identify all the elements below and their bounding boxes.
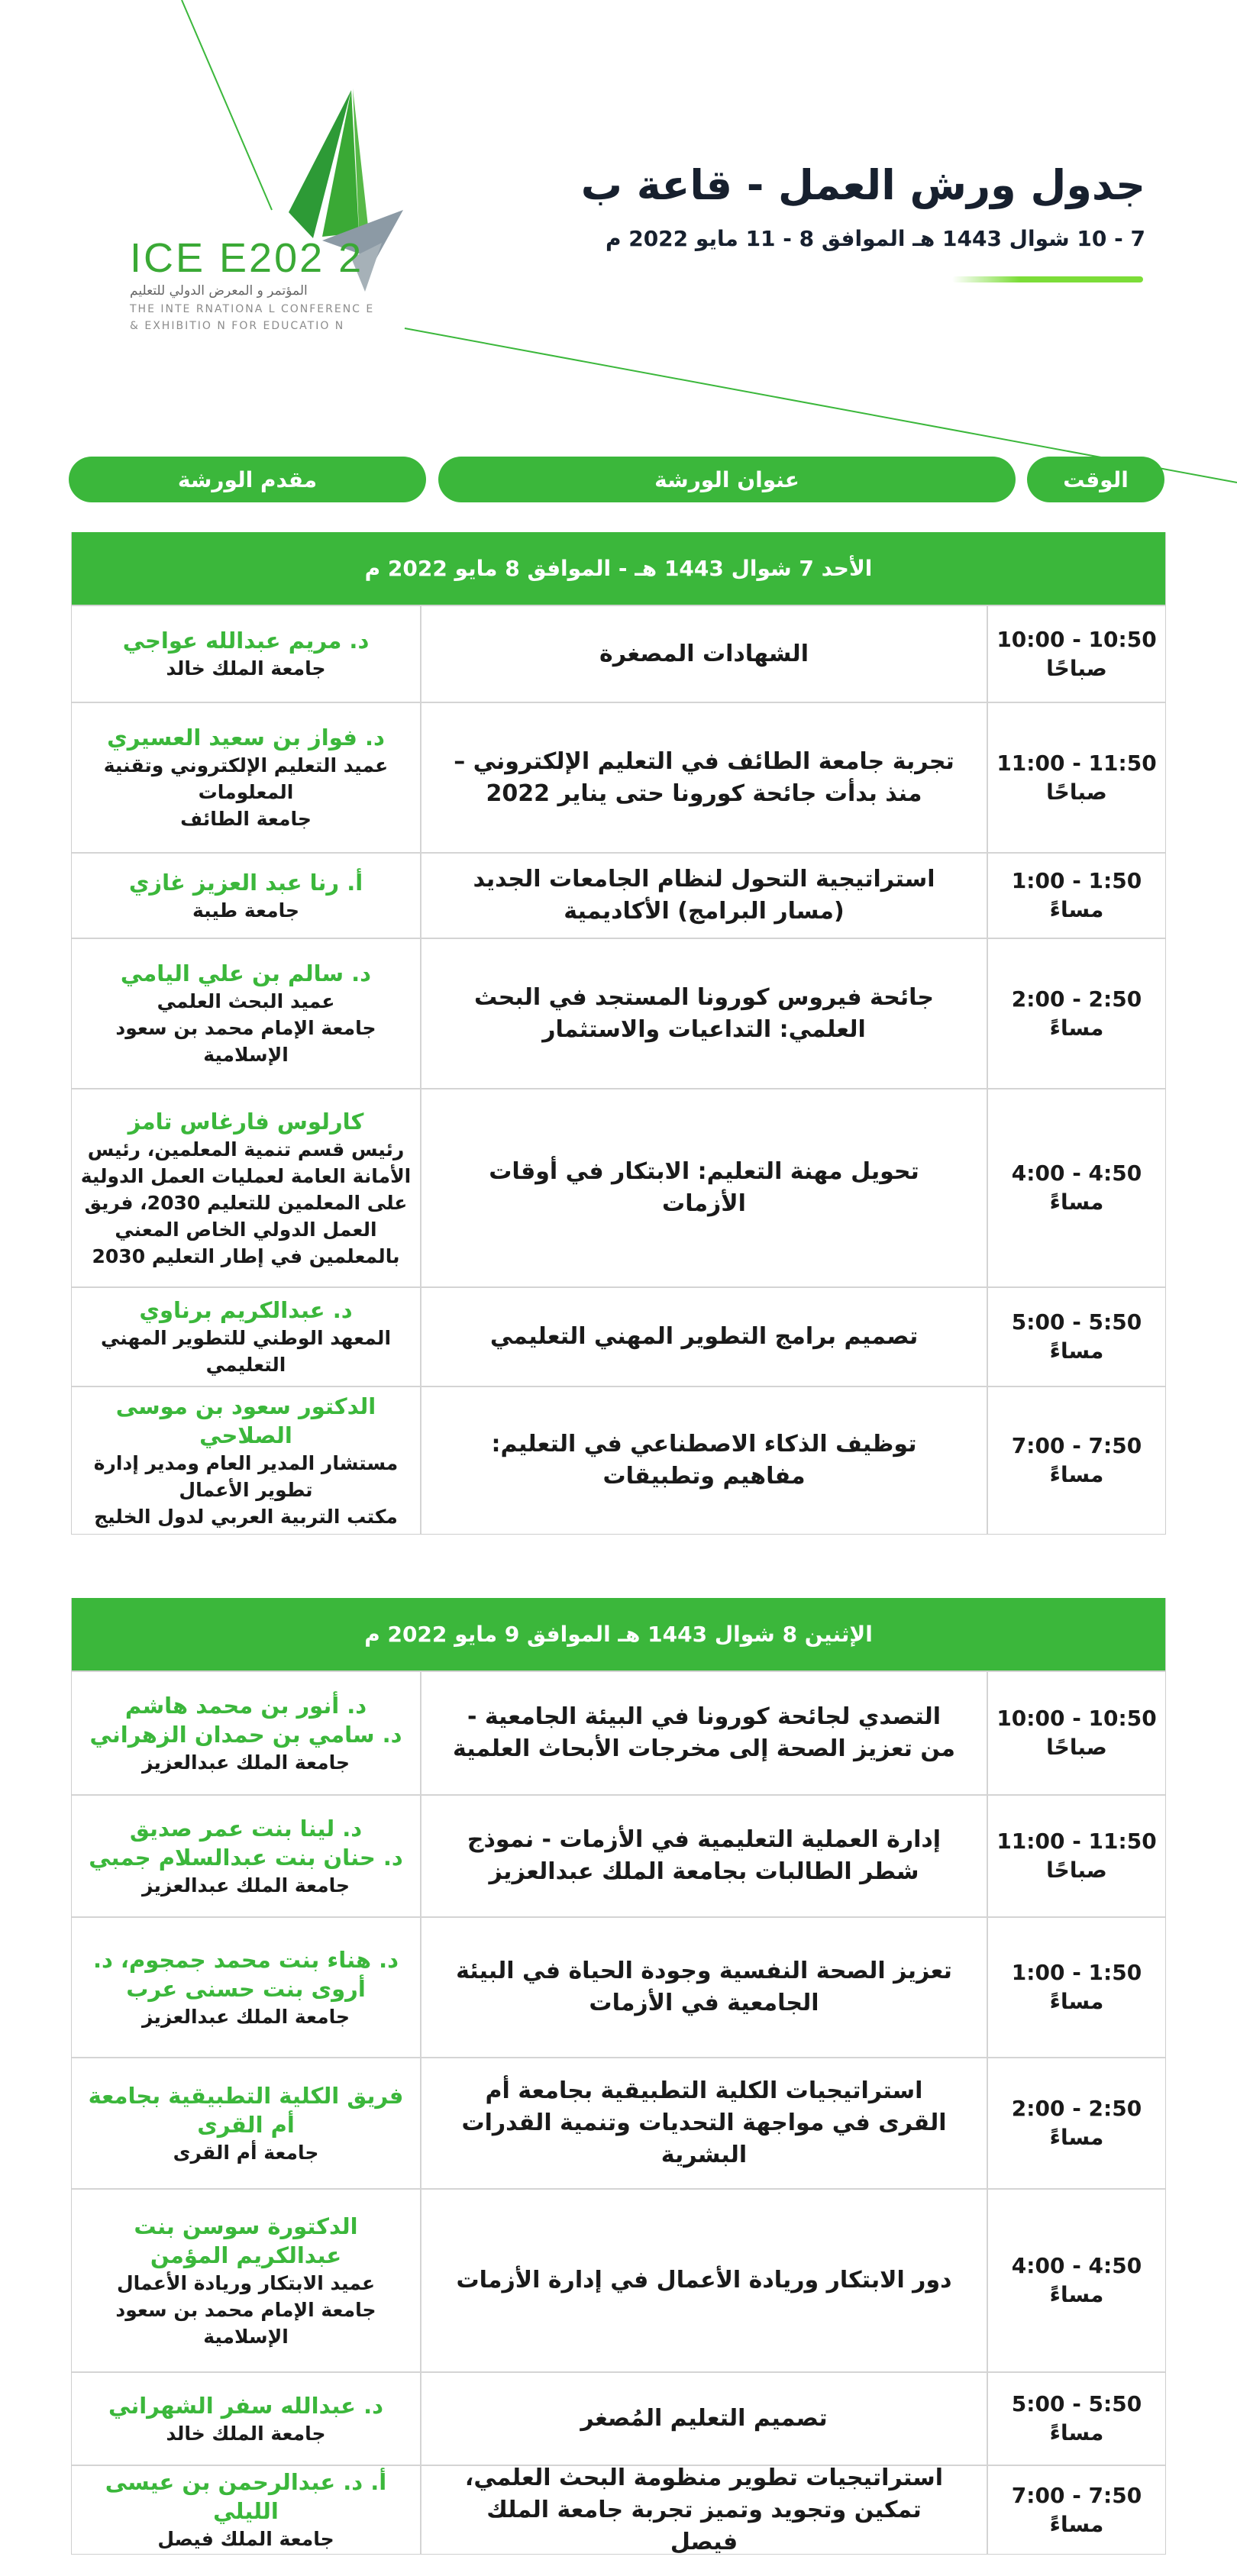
session-period: صباحًا xyxy=(1046,779,1107,805)
presenter-affiliation: عميد البحث العلمي xyxy=(157,990,335,1012)
session-presenter-cell xyxy=(72,2190,421,2371)
session-time: 2:00 - 2:50 xyxy=(1011,2096,1142,2121)
session-title: تعزيز الصحة النفسية وجودة الحياة في البيئة الجامعية في الأزمات xyxy=(421,1918,988,2057)
day-header: الإثنين 8 شوال 1443 هـ الموافق 9 مايو 2022 م xyxy=(72,1598,1165,1671)
session-time: 5:00 - 5:50 xyxy=(1011,1309,1142,1335)
presenter-affiliation: المعهد الوطني للتطوير المهني التعليمي xyxy=(100,1327,392,1376)
session-time-cell xyxy=(988,1672,1165,1794)
session-title: دور الابتكار وريادة الأعمال في إدارة الأزمات xyxy=(421,2190,988,2371)
presenter-affiliation: عميد التعليم الإلكتروني وتقنية المعلومات xyxy=(103,754,389,803)
presenter-name: فريق الكلية التطبيقية بجامعة أم القرى xyxy=(88,2082,404,2138)
session-time: 1:00 - 1:50 xyxy=(1011,868,1142,893)
session-row xyxy=(72,1088,1165,1286)
session-time: 11:00 - 11:50 xyxy=(996,750,1157,776)
session-time: 5:00 - 5:50 xyxy=(1011,2391,1142,2416)
session-presenter-cell xyxy=(72,939,421,1088)
session-period: صباحًا xyxy=(1046,1735,1107,1760)
session-presenter-cell xyxy=(72,1089,421,1286)
session-presenter-cell xyxy=(72,606,421,702)
session-time-cell xyxy=(988,2466,1165,2554)
session-presenter-cell xyxy=(72,703,421,852)
presenter-name: د. أنور بن محمد هاشم xyxy=(124,1692,367,1719)
presenter-name: د. عبدالكريم برناوي xyxy=(139,1297,353,1323)
session-time: 11:00 - 11:50 xyxy=(996,1829,1157,1854)
presenter-affiliation: جامعة الطائف xyxy=(180,808,312,830)
presenter-affiliation: مكتب التربية العربي لدول الخليج xyxy=(94,1505,398,1528)
session-title: استراتيجيات تطوير منظومة البحث العلمي، تمكين وتجويد وتميز تجربة جامعة الملك فيصل xyxy=(421,2466,988,2554)
session-title: تصميم برامج التطوير المهني التعليمي xyxy=(421,1288,988,1386)
session-row xyxy=(72,2188,1165,2371)
session-presenter-cell xyxy=(72,2466,421,2554)
logo-brand: ICE E202 2 xyxy=(130,235,364,281)
session-title: إدارة العملية التعليمية في الأزمات - نموذج شطر الطالبات بجامعة الملك عبدالعزيز xyxy=(421,1796,988,1916)
session-row xyxy=(72,702,1165,852)
presenter-name: د. مريم عبدالله عواجي xyxy=(122,628,370,654)
session-title: الشهادات المصغرة xyxy=(421,606,988,702)
presenter-affiliation: عميد الابتكار وريادة الأعمال xyxy=(116,2271,376,2294)
session-row xyxy=(72,2465,1165,2554)
day-table xyxy=(71,1598,1166,2555)
session-time-cell xyxy=(988,1918,1165,2057)
session-period: صباحًا xyxy=(1046,655,1107,681)
session-time-cell xyxy=(988,2058,1165,2188)
session-time-cell xyxy=(988,854,1165,938)
logo-arabic-name: المؤتمر و المعرض الدولي للتعليم xyxy=(130,283,308,299)
presenter-affiliation: جامعة الإمام محمد بن سعود الإسلامية xyxy=(115,2298,376,2348)
session-row xyxy=(72,852,1165,938)
session-time: 10:00 - 10:50 xyxy=(996,626,1157,652)
session-presenter-cell xyxy=(72,2058,421,2188)
session-row xyxy=(72,2057,1165,2188)
session-time: 10:00 - 10:50 xyxy=(996,1706,1157,1731)
column-header-presenter: مقدم الورشة xyxy=(69,457,426,502)
page-subtitle: 7 - 10 شوال 1443 هـ الموافق 8 - 11 مايو 2022 م xyxy=(605,226,1145,251)
presenter-name: د. لينا بنت عمر صديق xyxy=(129,1815,363,1842)
day-header: الأحد 7 شوال 1443 هـ - الموافق 8 مايو 2022 م xyxy=(72,532,1165,605)
session-time-cell xyxy=(988,1387,1165,1534)
presenter-name: د. فواز بن سعيد العسيري xyxy=(107,725,385,751)
session-title: توظيف الذكاء الاصطناعي في التعليم: مفاهيم وتطبيقات xyxy=(421,1387,988,1534)
session-row xyxy=(72,938,1165,1088)
page-title: جدول ورش العمل - قاعة ب xyxy=(580,161,1145,209)
presenter-name: د. سامي بن حمدان الزهراني xyxy=(89,1721,402,1748)
logo-english-line2: & EXHIBITIO N FOR EDUCATIO N xyxy=(130,320,345,332)
session-period: مساءً xyxy=(1049,2420,1104,2445)
presenter-affiliation: رئيس قسم تنمية المعلمين، رئيس الأمانة العامة لعمليات العمل الدولية على المعلمين للتعليم 2030، فريق العمل الدولي الخاص المعني بالمعلمين في إطار التعليم 2030 xyxy=(80,1138,412,1267)
session-time: 7:00 - 7:50 xyxy=(1011,1433,1142,1458)
session-time: 1:00 - 1:50 xyxy=(1011,1960,1142,1985)
presenter-affiliation: جامعة الإمام محمد بن سعود الإسلامية xyxy=(115,1017,376,1066)
session-row xyxy=(72,1794,1165,1916)
session-time: 4:00 - 4:50 xyxy=(1011,2253,1142,2278)
session-time-cell xyxy=(988,939,1165,1088)
presenter-affiliation: جامعة الملك عبدالعزيز xyxy=(141,1874,350,1896)
session-time-cell xyxy=(988,2373,1165,2465)
session-period: مساءً xyxy=(1049,1989,1104,2014)
session-time-cell xyxy=(988,2190,1165,2371)
presenter-affiliation: مستشار المدير العام ومدير إدارة تطوير الأعمال xyxy=(93,1451,399,1501)
session-title: تصميم التعليم المُصغر xyxy=(421,2373,988,2465)
session-presenter-cell xyxy=(72,1796,421,1916)
session-row xyxy=(72,1386,1165,1534)
column-header-time: الوقت xyxy=(1027,457,1164,502)
session-presenter-cell xyxy=(72,2373,421,2465)
session-period: مساءً xyxy=(1049,1462,1104,1487)
presenter-affiliation: جامعة أم القرى xyxy=(173,2141,319,2164)
presenter-name: د. عبدالله سفر الشهراني xyxy=(108,2392,383,2419)
session-period: مساءً xyxy=(1049,2511,1104,2537)
presenter-name: أ. رنا عبد العزيز غازي xyxy=(128,869,363,896)
presenter-affiliation: جامعة الملك خالد xyxy=(166,657,326,680)
session-period: مساءً xyxy=(1049,1338,1104,1364)
session-time-cell xyxy=(988,1796,1165,1916)
session-time: 2:00 - 2:50 xyxy=(1011,986,1142,1012)
presenter-affiliation: جامعة الملك عبدالعزيز xyxy=(141,2005,350,2028)
presenter-name: الدكتورة سوسن بنت عبدالكريم المؤمن xyxy=(134,2213,358,2268)
session-title: التصدي لجائحة كورونا في البيئة الجامعية - من تعزيز الصحة إلى مخرجات الأبحاث العلمية xyxy=(421,1672,988,1794)
day-table xyxy=(71,532,1166,1535)
session-time-cell xyxy=(988,606,1165,702)
session-title: جائحة فيروس كورونا المستجد في البحث العلمي: التداعيات والاستثمار xyxy=(421,939,988,1088)
column-header-title: عنوان الورشة xyxy=(438,457,1016,502)
accent-underline xyxy=(952,276,1143,282)
session-period: مساءً xyxy=(1049,2125,1104,2150)
session-period: مساءً xyxy=(1049,1015,1104,1041)
page-header xyxy=(581,159,1145,258)
session-time-cell xyxy=(988,1089,1165,1286)
session-period: مساءً xyxy=(1049,2282,1104,2307)
session-title: استراتيجيات الكلية التطبيقية بجامعة أم القرى في مواجهة التحديات وتنمية القدرات البشرية xyxy=(421,2058,988,2188)
presenter-affiliation: جامعة الملك عبدالعزيز xyxy=(141,1751,350,1774)
presenter-name: كارلوس فارغاس تامز xyxy=(128,1108,364,1135)
presenter-affiliation: جامعة الملك خالد xyxy=(166,2422,326,2445)
session-row xyxy=(72,1916,1165,2057)
presenter-name: أ. د. عبدالرحمن بن عيسى الليلي xyxy=(105,2469,387,2524)
presenter-name: د. سالم بن علي اليامي xyxy=(120,960,372,986)
session-title: تحويل مهنة التعليم: الابتكار في أوقات الأزمات xyxy=(421,1089,988,1286)
session-time-cell xyxy=(988,1288,1165,1386)
logo-english-line1: THE INTE RNATIONA L CONFERENC E xyxy=(130,303,375,315)
session-presenter-cell xyxy=(72,1288,421,1386)
session-presenter-cell xyxy=(72,1918,421,2057)
session-row xyxy=(72,2371,1165,2465)
logo-text xyxy=(130,235,382,334)
session-row xyxy=(72,1671,1165,1794)
session-presenter-cell xyxy=(72,1387,421,1534)
session-period: مساءً xyxy=(1049,1190,1104,1215)
presenter-affiliation: جامعة الملك فيصل xyxy=(157,2528,334,2550)
session-time: 4:00 - 4:50 xyxy=(1011,1160,1142,1186)
presenter-affiliation: جامعة طيبة xyxy=(192,899,299,922)
session-title: استراتيجية التحول لنظام الجامعات الجديد (مسار البرامج) الأكاديمية xyxy=(421,854,988,938)
session-presenter-cell xyxy=(72,854,421,938)
session-row xyxy=(72,1286,1165,1386)
presenter-name: د. حنان بنت عبدالسلام جمبي xyxy=(89,1844,403,1871)
session-row xyxy=(72,605,1165,702)
session-time: 7:00 - 7:50 xyxy=(1011,2482,1142,2508)
session-period: صباحًا xyxy=(1046,1858,1107,1883)
presenter-name: الدكتور سعود بن موسى الصلاحي xyxy=(115,1393,376,1448)
session-presenter-cell xyxy=(72,1672,421,1794)
presenter-name: د. هناء بنت محمد جمجوم، د. أروى بنت حسنى عرب xyxy=(92,1946,399,2002)
session-title: تجربة جامعة الطائف في التعليم الإلكتروني – منذ بدأت جائحة كورونا حتى يناير 2022 xyxy=(421,703,988,852)
session-time-cell xyxy=(988,703,1165,852)
session-period: مساءً xyxy=(1049,897,1104,922)
